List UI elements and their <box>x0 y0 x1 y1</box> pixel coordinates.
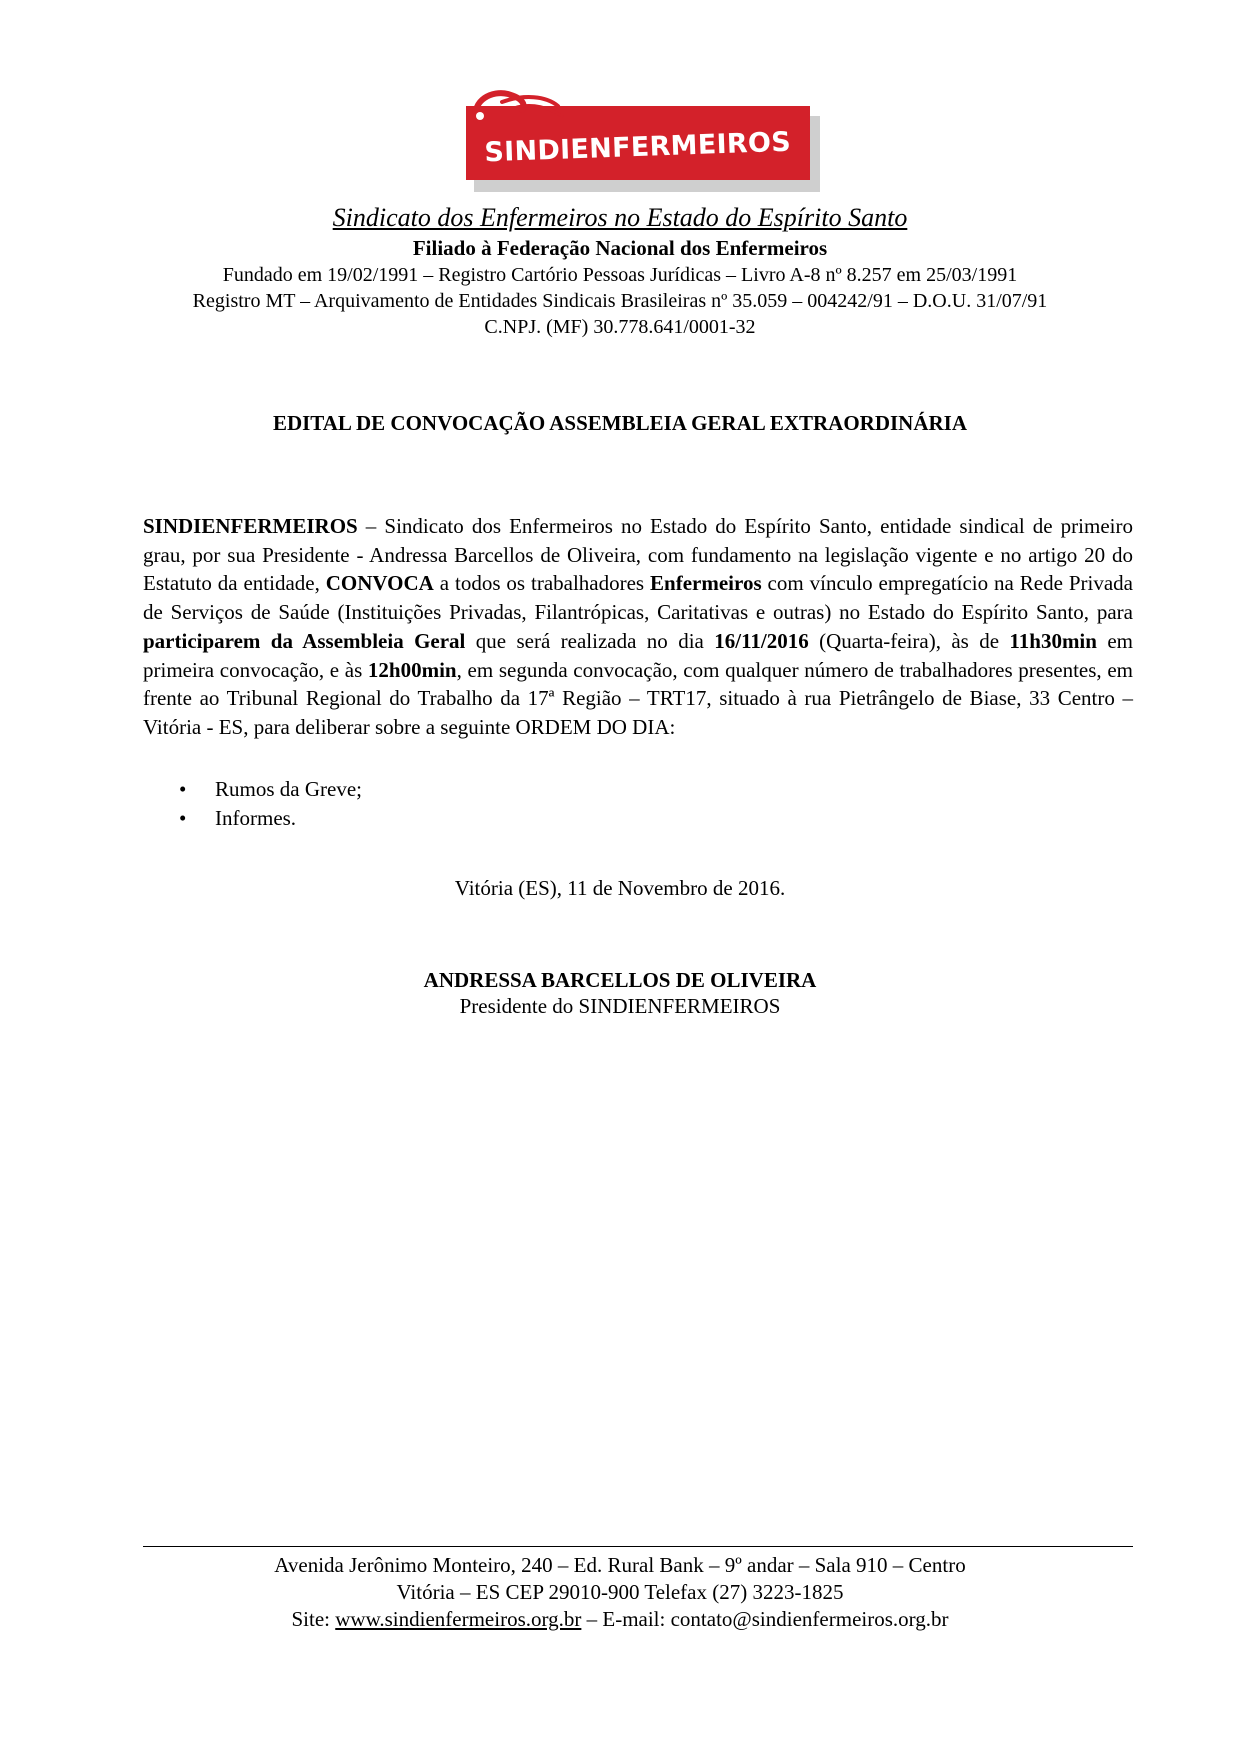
body-convoca: CONVOCA <box>325 571 434 596</box>
registration-line: Registro MT – Arquivamento de Entidades Sindicais Brasileiras nº 35.059 – 004242/91 – D.O.U. 31/07/91 <box>192 290 1048 312</box>
body-assembly: participarem da Assembleia Geral <box>143 628 466 653</box>
signature-name: ANDRESSA BARCELLOS DE OLIVEIRA <box>423 968 817 992</box>
body-date: 16/11/2016 <box>714 628 809 653</box>
body-first-time: 11h30min <box>1009 628 1097 653</box>
body-text-segment: a todos os trabalhadores <box>433 571 651 596</box>
document-title: EDITAL DE CONVOCAÇÃO ASSEMBLEIA GERAL EXTRAORDINÁRIA <box>272 411 968 435</box>
agenda-item-text: Rumos da Greve; <box>215 777 362 801</box>
body-text-segment: (Quarta-feira), às de <box>808 628 1010 653</box>
body-text-segment: , em segunda convocação, com qualquer número de trabalhadores presentes, em frente ao Tribunal Regional do Trabalho da 17ª Região – TRT17, situado à rua Pietrângelo de Biase, 33 Centro – Vitória - ES, para deliberar sobre a seguinte ORDEM DO DIA: <box>143 657 1133 739</box>
registration-line: Fundado em 19/02/1991 – Registro Cartório Pessoas Jurídicas – Livro A-8 nº 8.257 em 25/03/1991 <box>222 264 1018 286</box>
site-link[interactable]: www.sindienfermeiros.org.br <box>335 1607 582 1631</box>
date-line: Vitória (ES), 11 de Novembro de 2016. <box>454 876 786 900</box>
footer-divider <box>143 1546 1133 1547</box>
body-text-segment: – Sindicato dos Enfermeiros no Estado do Espírito Santo, entidade sindical de primeiro grau, por sua Presidente - Andressa Barcellos de Oliveira, com fundamento na legislação vigente e no artigo 20 do Estatuto da entidade, <box>143 514 1133 596</box>
bullet-icon: • <box>179 777 187 801</box>
agenda-item-text: Informes. <box>215 806 297 830</box>
footer-address: Avenida Jerônimo Monteiro, 240 – Ed. Rural Bank – 9º andar – Sala 910 – Centro <box>274 1553 966 1577</box>
body-second-time: 12h00min <box>367 657 457 682</box>
logo-dot <box>476 112 484 120</box>
convocation-paragraph <box>143 512 1133 742</box>
email-address: contato@sindienfermeiros.org.br <box>670 1607 949 1631</box>
body-enfermeiros: Enfermeiros <box>650 571 762 596</box>
bullet-icon: • <box>179 806 187 830</box>
email-separator: – E-mail: <box>581 1607 671 1631</box>
org-name: Sindicato dos Enfermeiros no Estado do Espírito Santo <box>332 203 908 232</box>
body-org-name: SINDIENFERMEIROS <box>143 514 358 538</box>
agenda-item <box>143 775 362 804</box>
body-text-segment: com vínculo empregatício na Rede Privada de Serviços de Saúde (Instituições Privadas, Filantrópicas, Caritativas e outras) no Estado do Espírito Santo, para <box>143 571 1133 625</box>
sindienfermeiros-logo <box>462 86 822 192</box>
body-text-segment: que será realizada no dia <box>465 628 715 653</box>
cnpj-line: C.NPJ. (MF) 30.778.641/0001-32 <box>484 316 756 338</box>
body-text-segment: em primeira convocação, e às <box>143 628 1133 682</box>
signature-role: Presidente do SINDIENFERMEIROS <box>459 994 781 1018</box>
site-label: Site: <box>291 1607 336 1631</box>
logo-text: SINDIENFERMEIROS <box>483 126 792 169</box>
affiliation: Filiado à Federação Nacional dos Enfermeiros <box>412 236 828 260</box>
agenda-item <box>143 804 362 833</box>
footer-contact <box>0 1606 1240 1633</box>
footer-city: Vitória – ES CEP 29010-900 Telefax (27) 3223-1825 <box>396 1580 844 1604</box>
agenda-list <box>143 775 362 833</box>
